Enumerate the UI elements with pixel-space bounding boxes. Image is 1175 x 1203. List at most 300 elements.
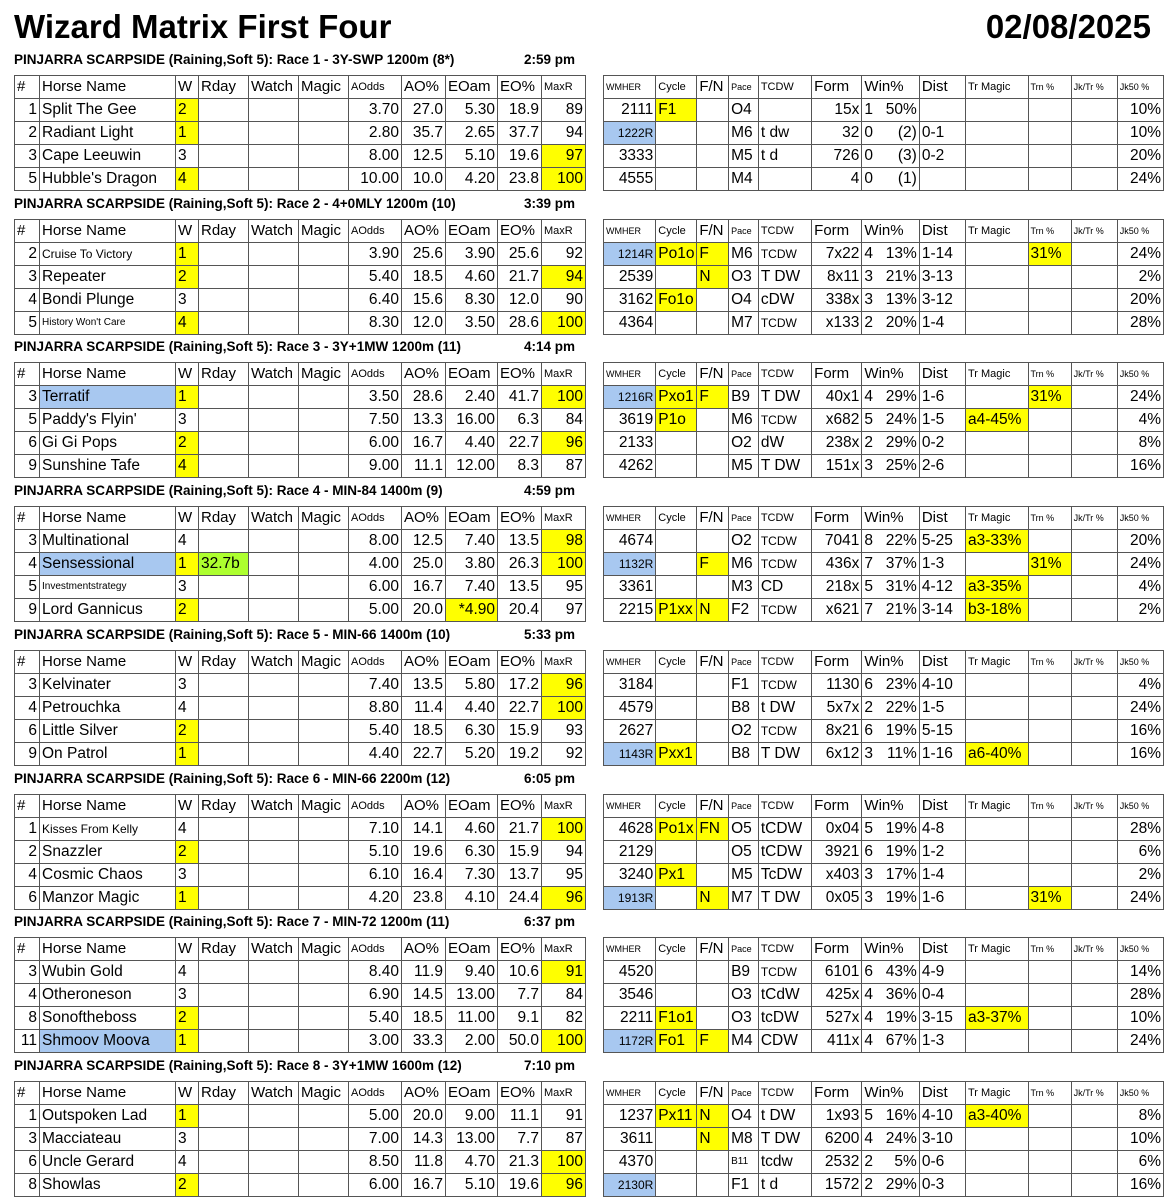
cell-w: 3 (176, 409, 199, 432)
cell-eo: 8.3 (498, 455, 542, 478)
cell-form: 40x1 (812, 386, 862, 409)
cell-winp: 31% (876, 576, 919, 599)
cell-maxr: 87 (542, 1128, 586, 1151)
cell-magic (299, 530, 349, 553)
cell-dist: 1-14 (919, 243, 965, 266)
column-header: Pace (729, 220, 759, 243)
cell-tcdw: TCDW (758, 961, 811, 984)
cell-jktr (1071, 122, 1117, 145)
cell-maxr: 94 (542, 266, 586, 289)
cell-form: 5x7x (812, 697, 862, 720)
column-header: Jk/Tr % (1071, 938, 1117, 961)
runner-row (15, 674, 586, 697)
cell-num: 3 (15, 145, 40, 168)
cell-cycle (656, 576, 697, 599)
cell-name: Split The Gee (40, 99, 176, 122)
column-header: AOdds (349, 1082, 402, 1105)
cell-fn (697, 1007, 729, 1030)
cell-wins: 2 (862, 697, 876, 720)
column-header: MaxR (542, 651, 586, 674)
cell-winp: 50% (876, 99, 919, 122)
cell-winp: 21% (876, 266, 919, 289)
cell-pace: B8 (729, 743, 759, 766)
cell-num: 3 (15, 530, 40, 553)
cell-watch (249, 841, 299, 864)
cell-tcdw (758, 99, 811, 122)
column-header: Jk50 % (1117, 220, 1163, 243)
cell-form: x133 (812, 312, 862, 335)
cell-eo: 20.4 (498, 599, 542, 622)
cell-trmagic: a3-35% (965, 576, 1028, 599)
cell-eoam: 6.30 (446, 841, 498, 864)
cell-tcdw: TCDW (758, 674, 811, 697)
cell-num: 9 (15, 455, 40, 478)
cell-ao: 18.5 (402, 266, 446, 289)
cell-name: Cape Leeuwin (40, 145, 176, 168)
cell-num: 6 (15, 720, 40, 743)
cell-jktr (1071, 1030, 1117, 1053)
header-row (15, 507, 586, 530)
column-header: Rday (199, 76, 249, 99)
race-time: 4:59 pm (523, 483, 575, 498)
cell-trn (1028, 530, 1071, 553)
column-header: EO% (498, 220, 542, 243)
cell-jktr (1071, 1151, 1117, 1174)
cell-name: Kisses From Kelly (40, 818, 176, 841)
column-header: Horse Name (40, 507, 176, 530)
cell-aodds: 7.50 (349, 409, 402, 432)
header-row (604, 1082, 1164, 1105)
cell-watch (249, 243, 299, 266)
cell-winp: 5% (876, 1151, 919, 1174)
cell-form: 6101 (812, 961, 862, 984)
column-header: Horse Name (40, 363, 176, 386)
cell-jktr (1071, 553, 1117, 576)
cell-name: Sonoftheboss (40, 1007, 176, 1030)
cell-jktr (1071, 455, 1117, 478)
race-time: 2:59 pm (523, 52, 575, 67)
column-header: AOdds (349, 795, 402, 818)
cell-pace: O4 (729, 289, 759, 312)
header-row (604, 795, 1164, 818)
cell-wins: 0 (862, 145, 876, 168)
cell-wins: 1 (862, 99, 876, 122)
cell-aodds: 5.10 (349, 841, 402, 864)
cell-w: 3 (176, 289, 199, 312)
cell-trn: 31% (1028, 553, 1071, 576)
cell-watch (249, 145, 299, 168)
cell-jktr (1071, 432, 1117, 455)
column-header: Watch (249, 938, 299, 961)
cell-dist: 4-10 (919, 1105, 965, 1128)
column-header: AO% (402, 76, 446, 99)
cell-form: 8x21 (812, 720, 862, 743)
column-header: # (15, 76, 40, 99)
cell-eo: 41.7 (498, 386, 542, 409)
cell-trmagic: a3-37% (965, 1007, 1028, 1030)
cell-wins: 7 (862, 553, 876, 576)
cell-magic (299, 145, 349, 168)
column-header: Magic (299, 1082, 349, 1105)
cell-aodds: 6.00 (349, 1174, 402, 1197)
runner-row (15, 243, 586, 266)
runner-row (15, 576, 586, 599)
cell-rday (199, 1151, 249, 1174)
cell-ao: 11.8 (402, 1151, 446, 1174)
cell-maxr: 94 (542, 122, 586, 145)
cell-maxr: 100 (542, 386, 586, 409)
cell-fn (697, 122, 729, 145)
cell-dist: 5-25 (919, 530, 965, 553)
runner-row (15, 1007, 586, 1030)
form-row (604, 1128, 1164, 1151)
cell-rday (199, 841, 249, 864)
cell-fn (697, 697, 729, 720)
cell-maxr: 87 (542, 455, 586, 478)
cell-wmher: 3361 (604, 576, 656, 599)
cell-pace: M6 (729, 409, 759, 432)
race-form-table (603, 362, 1164, 478)
cell-eo: 26.3 (498, 553, 542, 576)
cell-trn (1028, 1030, 1071, 1053)
cell-trn (1028, 576, 1071, 599)
cell-w: 2 (176, 599, 199, 622)
cell-winp: (3) (876, 145, 919, 168)
cell-jk50: 20% (1117, 145, 1163, 168)
race-runners-table (14, 506, 586, 622)
cell-trn (1028, 743, 1071, 766)
column-header: Tr Magic (965, 76, 1028, 99)
column-header: Watch (249, 363, 299, 386)
cell-winp: 29% (876, 1174, 919, 1197)
cell-tcdw: T DW (758, 386, 811, 409)
header-row (604, 363, 1164, 386)
cell-tcdw: t d (758, 1174, 811, 1197)
cell-tcdw: tCdW (758, 984, 811, 1007)
cell-tcdw: TCDW (758, 720, 811, 743)
column-header: W (176, 795, 199, 818)
cell-cycle (656, 697, 697, 720)
cell-maxr: 100 (542, 697, 586, 720)
cell-name: Uncle Gerard (40, 1151, 176, 1174)
cell-magic (299, 887, 349, 910)
cell-aodds: 8.00 (349, 145, 402, 168)
cell-watch (249, 697, 299, 720)
cell-form: x621 (812, 599, 862, 622)
column-header: AO% (402, 795, 446, 818)
cell-eo: 12.0 (498, 289, 542, 312)
cell-watch (249, 961, 299, 984)
cell-name: Lord Gannicus (40, 599, 176, 622)
race-time: 5:33 pm (523, 627, 575, 642)
column-header: TCDW (758, 1082, 811, 1105)
cell-name: Showlas (40, 1174, 176, 1197)
cell-w: 1 (176, 553, 199, 576)
cell-aodds: 8.50 (349, 1151, 402, 1174)
cell-tcdw: cDW (758, 289, 811, 312)
cell-jk50: 20% (1117, 530, 1163, 553)
cell-jktr (1071, 674, 1117, 697)
cell-ao: 13.3 (402, 409, 446, 432)
runner-row (15, 697, 586, 720)
cell-winp: 25% (876, 455, 919, 478)
cell-tcdw: TCDW (758, 553, 811, 576)
cell-aodds: 4.00 (349, 553, 402, 576)
cell-magic (299, 961, 349, 984)
cell-tcdw: tCDW (758, 841, 811, 864)
cell-ao: 14.5 (402, 984, 446, 1007)
cell-name: Otheroneson (40, 984, 176, 1007)
cell-fn: F (697, 386, 729, 409)
cell-form: 1130 (812, 674, 862, 697)
column-header: Cycle (656, 220, 697, 243)
header-row (604, 76, 1164, 99)
cell-watch (249, 674, 299, 697)
column-header: Jk50 % (1117, 507, 1163, 530)
cell-aodds: 6.90 (349, 984, 402, 1007)
cell-eoam: 9.40 (446, 961, 498, 984)
cell-pace: O2 (729, 530, 759, 553)
cell-eoam: 2.40 (446, 386, 498, 409)
cell-ao: 10.0 (402, 168, 446, 191)
cell-pace: M3 (729, 576, 759, 599)
cell-maxr: 97 (542, 145, 586, 168)
cell-watch (249, 266, 299, 289)
cell-watch (249, 1007, 299, 1030)
cell-trmagic (965, 887, 1028, 910)
form-row (604, 599, 1164, 622)
cell-maxr: 100 (542, 553, 586, 576)
column-header: WMHER (604, 651, 656, 674)
cell-magic (299, 1030, 349, 1053)
cell-form: 4 (812, 168, 862, 191)
column-header: EOam (446, 220, 498, 243)
cell-dist: 0-4 (919, 984, 965, 1007)
column-header: MaxR (542, 220, 586, 243)
column-header: Trn % (1028, 363, 1071, 386)
cell-jktr (1071, 697, 1117, 720)
cell-rday (199, 984, 249, 1007)
column-header: Form (812, 76, 862, 99)
cell-eoam: 5.10 (446, 145, 498, 168)
cell-cycle (656, 455, 697, 478)
cell-num: 1 (15, 818, 40, 841)
cell-wins: 4 (862, 1128, 876, 1151)
cell-eoam: 13.00 (446, 1128, 498, 1151)
cell-num: 5 (15, 409, 40, 432)
cell-dist: 4-12 (919, 576, 965, 599)
cell-wins: 4 (862, 1030, 876, 1053)
cell-eoam: 11.00 (446, 1007, 498, 1030)
column-header: Tr Magic (965, 938, 1028, 961)
cell-tcdw: TCDW (758, 530, 811, 553)
cell-watch (249, 984, 299, 1007)
cell-aodds: 2.80 (349, 122, 402, 145)
cell-num: 11 (15, 1030, 40, 1053)
cell-cycle: F1 (656, 99, 697, 122)
cell-trn: 31% (1028, 386, 1071, 409)
cell-cycle (656, 961, 697, 984)
cell-aodds: 10.00 (349, 168, 402, 191)
column-header: Magic (299, 507, 349, 530)
column-header: EO% (498, 1082, 542, 1105)
cell-rday (199, 1030, 249, 1053)
cell-jktr (1071, 743, 1117, 766)
cell-trmagic (965, 432, 1028, 455)
race-header (14, 52, 579, 67)
cell-eo: 21.3 (498, 1151, 542, 1174)
cell-aodds: 8.80 (349, 697, 402, 720)
race-title: PINJARRA SCARPSIDE (Raining,Soft 5): Race 4 - MIN-84 1400m (9) (14, 483, 443, 498)
cell-form: 32 (812, 122, 862, 145)
cell-eoam: 2.65 (446, 122, 498, 145)
cell-dist: 4-8 (919, 818, 965, 841)
runner-row (15, 1105, 586, 1128)
cell-cycle: Po1x (656, 818, 697, 841)
cell-form: 6200 (812, 1128, 862, 1151)
cell-wins: 2 (862, 312, 876, 335)
cell-eoam: 4.60 (446, 266, 498, 289)
cell-rday (199, 743, 249, 766)
cell-trn (1028, 266, 1071, 289)
cell-jk50: 24% (1117, 887, 1163, 910)
cell-wmher: 4520 (604, 961, 656, 984)
cell-maxr: 100 (542, 168, 586, 191)
cell-wins: 6 (862, 841, 876, 864)
cell-magic (299, 864, 349, 887)
cell-wmher: 2211 (604, 1007, 656, 1030)
form-row (604, 841, 1164, 864)
cell-winp: 19% (876, 887, 919, 910)
cell-trn (1028, 720, 1071, 743)
race-header (14, 627, 579, 642)
column-header: EO% (498, 938, 542, 961)
cell-jktr (1071, 961, 1117, 984)
runner-row (15, 961, 586, 984)
column-header: F/N (697, 220, 729, 243)
cell-trn (1028, 1007, 1071, 1030)
cell-eoam: 4.40 (446, 432, 498, 455)
column-header: Jk/Tr % (1071, 507, 1117, 530)
cell-jk50: 8% (1117, 1105, 1163, 1128)
cell-rday (199, 887, 249, 910)
cell-magic (299, 743, 349, 766)
runner-row (15, 266, 586, 289)
cell-watch (249, 168, 299, 191)
column-header: Cycle (656, 507, 697, 530)
cell-dist: 3-10 (919, 1128, 965, 1151)
cell-maxr: 100 (542, 1030, 586, 1053)
cell-aodds: 3.90 (349, 243, 402, 266)
cell-eoam: 4.70 (446, 1151, 498, 1174)
column-header: F/N (697, 363, 729, 386)
runner-row (15, 864, 586, 887)
cell-magic (299, 1007, 349, 1030)
cell-fn: N (697, 266, 729, 289)
cell-jktr (1071, 818, 1117, 841)
race-runners-table (14, 219, 586, 335)
cell-name: Paddy's Flyin' (40, 409, 176, 432)
cell-eoam: 12.00 (446, 455, 498, 478)
cell-rday (199, 122, 249, 145)
cell-ao: 18.5 (402, 1007, 446, 1030)
cell-jk50: 24% (1117, 386, 1163, 409)
cell-fn (697, 312, 729, 335)
cell-wins: 5 (862, 576, 876, 599)
form-row (604, 697, 1164, 720)
cell-jktr (1071, 145, 1117, 168)
runner-row (15, 145, 586, 168)
cell-trmagic (965, 122, 1028, 145)
cell-form: 6x12 (812, 743, 862, 766)
cell-winp: 19% (876, 1007, 919, 1030)
cell-trn (1028, 409, 1071, 432)
cell-wmher: 4579 (604, 697, 656, 720)
column-header: EOam (446, 938, 498, 961)
cell-fn: N (697, 599, 729, 622)
cell-wins: 3 (862, 455, 876, 478)
race-header (14, 771, 579, 786)
cell-ao: 27.0 (402, 99, 446, 122)
column-header: Jk/Tr % (1071, 795, 1117, 818)
cell-ao: 12.5 (402, 145, 446, 168)
cell-num: 4 (15, 697, 40, 720)
cell-wmher: 3619 (604, 409, 656, 432)
cell-magic (299, 99, 349, 122)
cell-jk50: 6% (1117, 841, 1163, 864)
runner-row (15, 432, 586, 455)
cell-dist: 0-2 (919, 432, 965, 455)
cell-magic (299, 432, 349, 455)
runner-row (15, 818, 586, 841)
cell-num: 3 (15, 674, 40, 697)
cell-ao: 25.6 (402, 243, 446, 266)
cell-pace: M6 (729, 243, 759, 266)
race-form-table (603, 1081, 1164, 1197)
cell-aodds: 4.20 (349, 887, 402, 910)
cell-eo: 7.7 (498, 984, 542, 1007)
cell-eoam: 5.20 (446, 743, 498, 766)
cell-name: Bondi Plunge (40, 289, 176, 312)
column-header: MaxR (542, 795, 586, 818)
cell-w: 4 (176, 530, 199, 553)
cell-jktr (1071, 312, 1117, 335)
cell-cycle (656, 168, 697, 191)
cell-w: 4 (176, 818, 199, 841)
cell-watch (249, 818, 299, 841)
column-header: Win% (862, 76, 919, 99)
cell-wins: 2 (862, 1151, 876, 1174)
column-header: Form (812, 651, 862, 674)
cell-wins: 2 (862, 432, 876, 455)
column-header: Trn % (1028, 507, 1071, 530)
cell-pace: O5 (729, 818, 759, 841)
cell-cycle (656, 122, 697, 145)
cell-eoam: 7.40 (446, 576, 498, 599)
cell-form: 411x (812, 1030, 862, 1053)
column-header: Magic (299, 220, 349, 243)
cell-form: x682 (812, 409, 862, 432)
cell-dist: 1-5 (919, 409, 965, 432)
cell-rday (199, 312, 249, 335)
cell-wins: 4 (862, 1007, 876, 1030)
cell-dist: 1-3 (919, 1030, 965, 1053)
cell-w: 3 (176, 864, 199, 887)
cell-tcdw: tCDW (758, 818, 811, 841)
cell-eo: 19.2 (498, 743, 542, 766)
cell-eoam: *4.90 (446, 599, 498, 622)
column-header: Pace (729, 76, 759, 99)
